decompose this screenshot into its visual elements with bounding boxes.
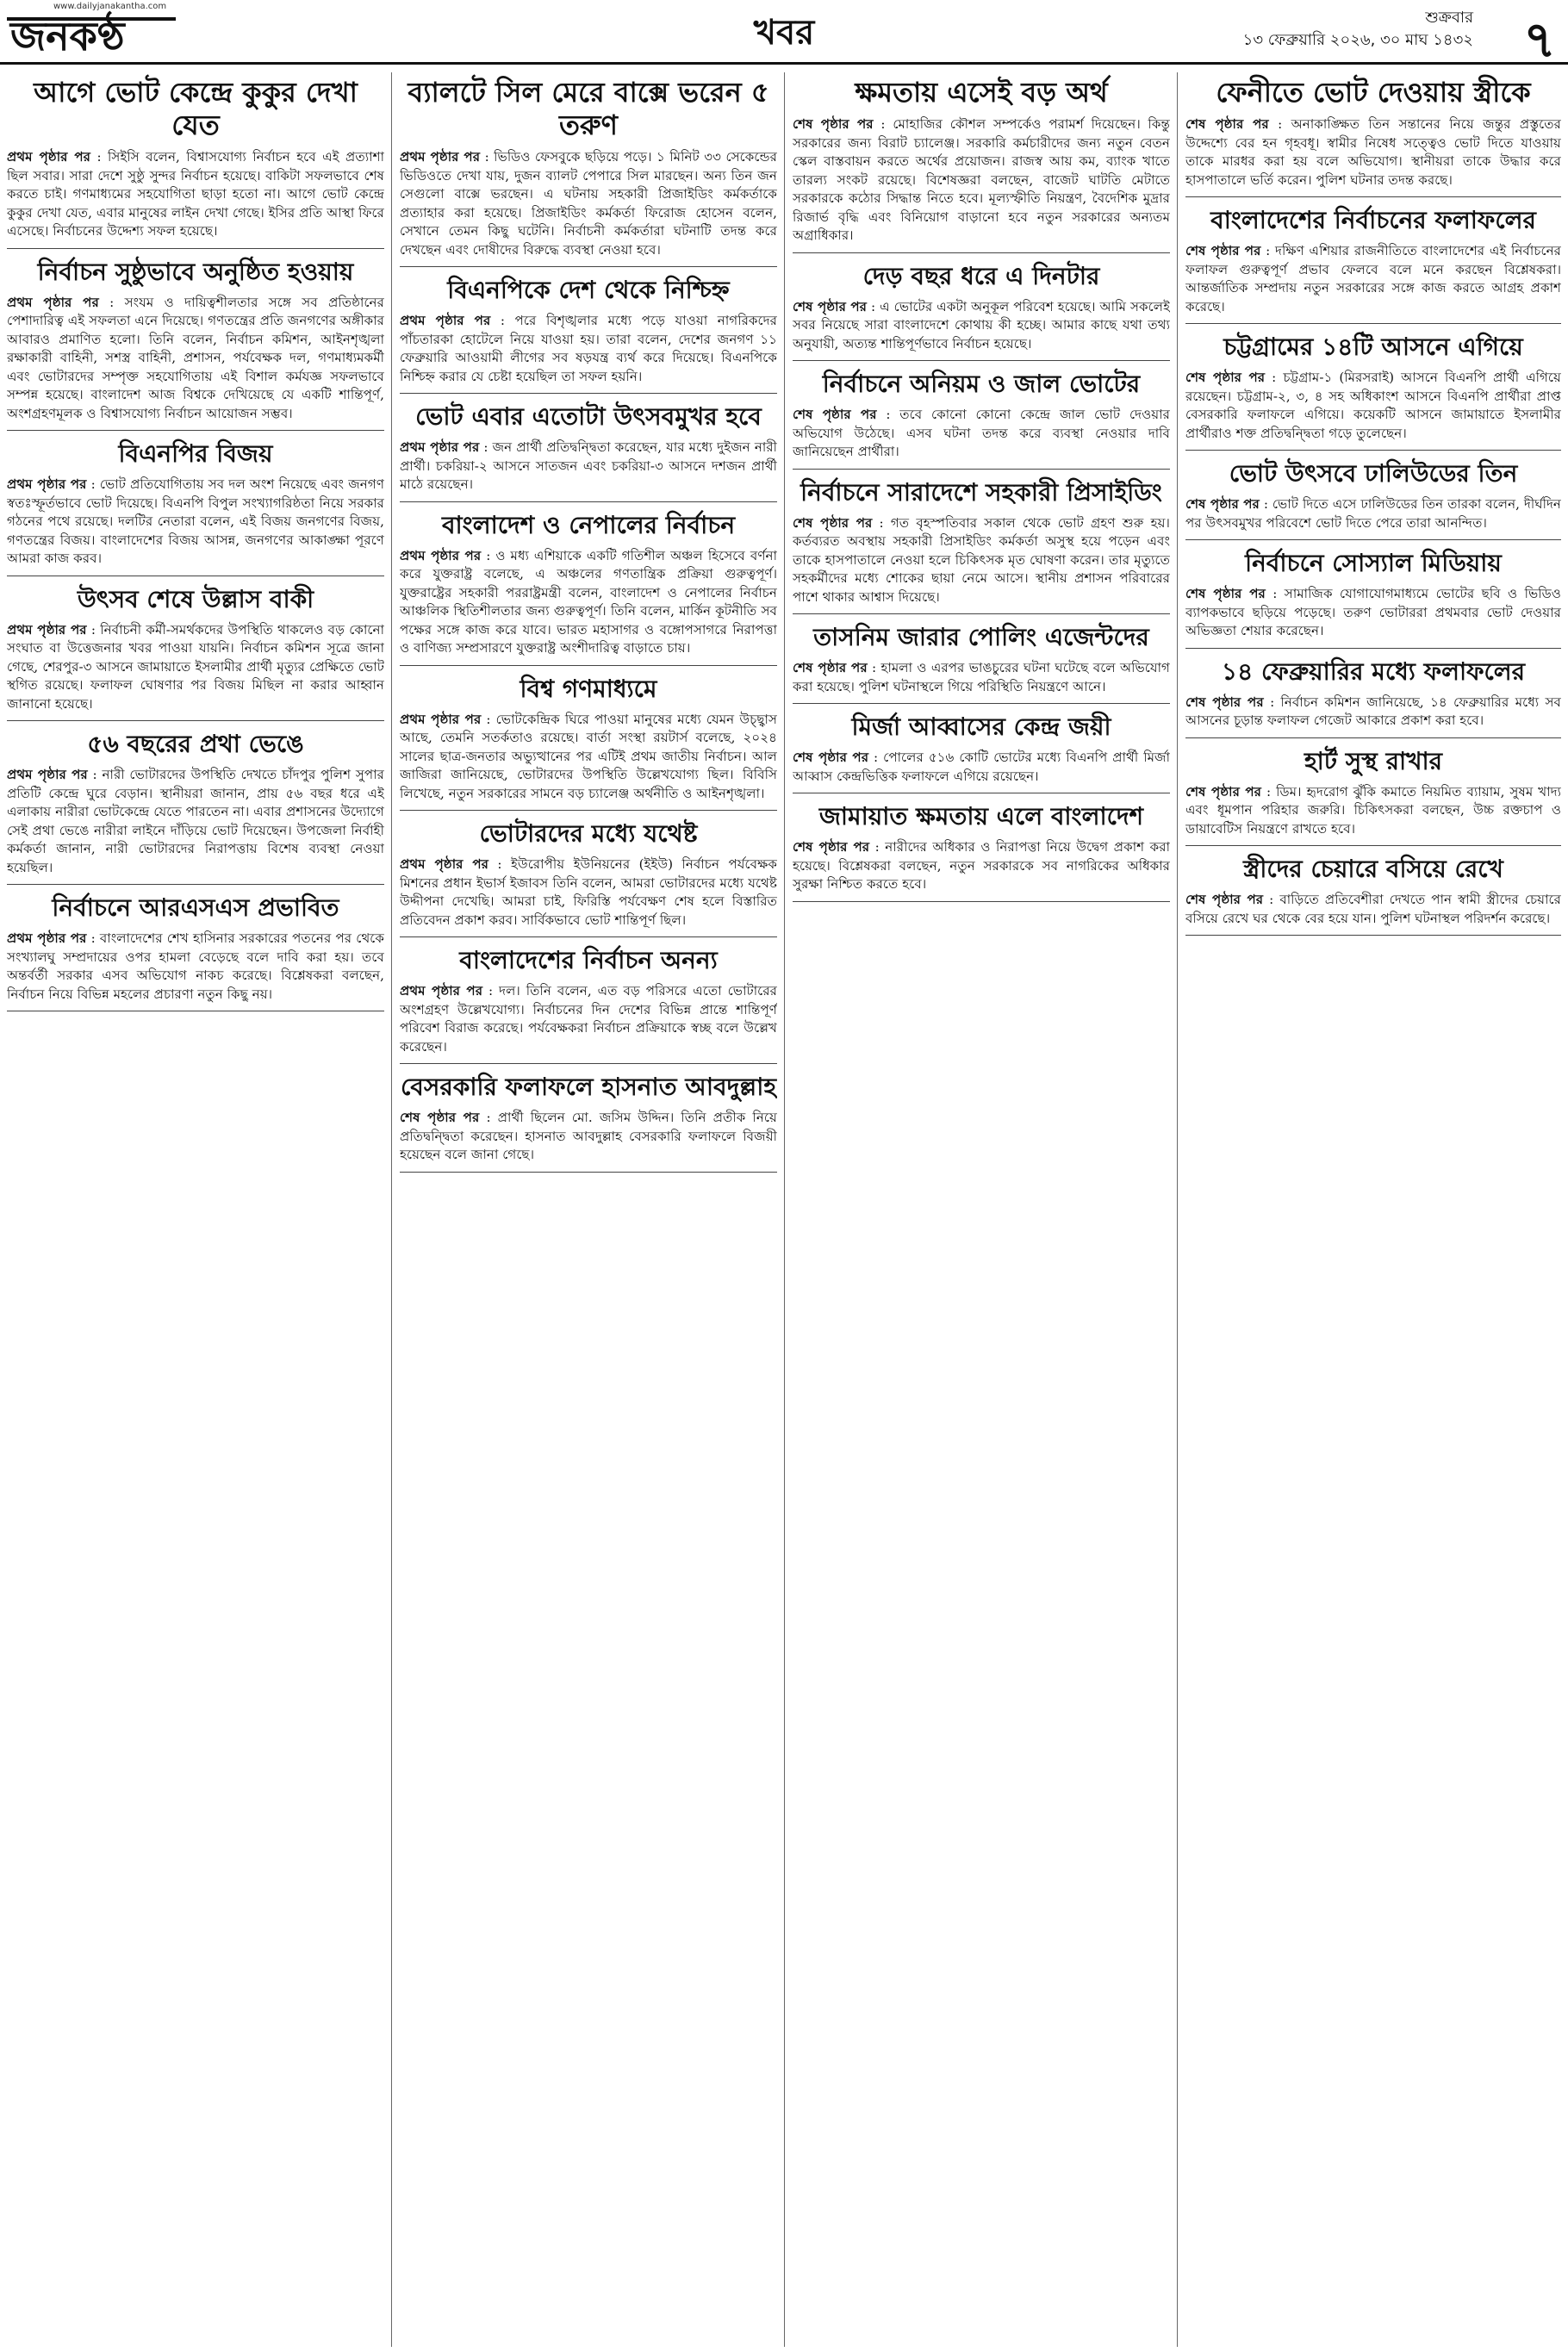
article-divider xyxy=(793,901,1170,902)
article-body xyxy=(793,115,1170,246)
column-rule xyxy=(784,72,785,2347)
article-body xyxy=(7,766,384,877)
article-headline: বিএনপিকে দেশ থেকে নিশ্চিহ্ন xyxy=(447,276,730,304)
article xyxy=(400,675,777,812)
lead-separator: : xyxy=(1268,116,1291,132)
article-headline: বিএনপির বিজয় xyxy=(118,439,273,468)
article-body xyxy=(1185,694,1561,731)
article-text: হামলা ও এরপর ভাঙচুরের ঘটনা ঘটেছে বলে অভিযোগ করা হয়েছে। পুলিশ ঘটনাস্থলে গিয়ে পরিস্থিতি নিয়ন্ত্রণে আনে। xyxy=(793,660,1170,694)
article-text: এ ভোটের একটা অনুকূল পরিবেশ হয়েছে। আমি সকলেই সবর নিয়েছে সারা বাংলাদেশে কোথায় কী হচ্ছে। আমার কাছে যথা তথ্য অনুযায়ী, অত্যন্ত শান্তিপূর্ণভাবে নির্বাচন হয়েছে। xyxy=(793,298,1170,352)
article-headline: আগে ভোট কেন্দ্রে কুকুর দেখা যেত xyxy=(34,76,358,141)
article xyxy=(400,946,777,1064)
article-body xyxy=(793,659,1170,696)
article-headline: নির্বাচনে আরএসএস প্রভাবিত xyxy=(52,893,339,922)
article xyxy=(7,258,384,432)
article-divider xyxy=(793,252,1170,253)
lead-separator: : xyxy=(1259,496,1272,512)
article xyxy=(793,370,1170,470)
continuation-label: শেষ পৃষ্ঠার পর xyxy=(1185,370,1266,385)
article-body xyxy=(1185,242,1561,316)
article-divider xyxy=(1185,935,1561,936)
article-body xyxy=(1185,585,1561,641)
article-text: ও মধ্য এশিয়াকে একটি গতিশীল অঞ্চল হিসেবে বর্ণনা করে যুক্তরাষ্ট্র বলেছে, এ অঞ্চলের গণতান্ত্রিক প্রক্রিয়া গুরুত্বপূর্ণ। যুক্তরাষ্ট্রের সহকারী পররাষ্ট্রমন্ত্রী বলেন, বাংলাদেশ ও নেপালের নির্বাচন আঞ্চলিক স্থিতিশীলতার জন্য গুরুত্বপূর্ণ। তিনি বলেন, মার্কিন কূটনীতি সব পক্ষের সঙ্গে কাজ করে যাবে। ভারত মহাসাগর ও বঙ্গোপসাগরে নিরাপত্তা ও বাণিজ্য সম্প্রসারণে যুক্তরাষ্ট্র অংশীদারিত্ব বাড়াতে চায়। xyxy=(400,547,777,656)
article xyxy=(793,623,1170,704)
article-headline: মির্জা আব্বাসের কেন্দ্র জয়ী xyxy=(851,712,1111,741)
article-headline: ৫৬ বছরের প্রথা ভেঙে xyxy=(87,730,304,758)
continuation-label: শেষ পৃষ্ঠার পর xyxy=(1185,243,1261,258)
article xyxy=(1185,206,1561,324)
svg-text:জনকণ্ঠ: জনকণ্ঠ xyxy=(10,13,125,57)
lead-separator: : xyxy=(480,149,495,165)
article-text: প্রার্থী ছিলেন মো. জসিম উদ্দিন। তিনি প্রতীক নিয়ে প্রতিদ্বন্দ্বিতা করেছেন। হাসনাত আবদুল্লাহ বেসরকারি ফলাফলে বিজয়ী হয়েছেন বলে জানা গেছে। xyxy=(400,1110,777,1162)
article-body xyxy=(1185,783,1561,839)
lead-separator: : xyxy=(479,439,493,455)
page-number: ৭ xyxy=(1523,10,1556,69)
continuation-label: প্রথম পৃষ্ঠার পর xyxy=(7,149,91,165)
continuation-label: শেষ পৃষ্ঠার পর xyxy=(1185,586,1266,601)
article-divider xyxy=(400,665,777,666)
article-body xyxy=(793,749,1170,786)
article-body xyxy=(400,148,777,259)
section-title: খবর xyxy=(753,12,815,53)
article xyxy=(793,262,1170,362)
article-headline: নির্বাচনে সোস্যাল মিডিয়ায় xyxy=(1245,549,1502,577)
column-1 xyxy=(7,72,384,2347)
article-divider xyxy=(1185,845,1561,846)
article-divider xyxy=(793,360,1170,361)
article-headline: বাংলাদেশের নির্বাচন অনন্য xyxy=(459,946,718,974)
article-body xyxy=(400,982,777,1056)
article-divider xyxy=(793,469,1170,470)
day: শুক্রবার xyxy=(1425,9,1473,27)
article-divider xyxy=(1185,323,1561,324)
article-headline: ভোট উৎসবে ঢালিউডের তিন xyxy=(1229,459,1518,488)
continuation-label: প্রথম পৃষ্ঠার পর xyxy=(400,547,482,563)
lead-separator: : xyxy=(1260,243,1276,258)
article xyxy=(400,76,777,267)
article-text: সংযম ও দায়িত্বশীলতার সঙ্গে সব প্রতিষ্ঠানের পেশাদারিত্ব এই সফলতা এনে দিয়েছে। গণতন্ত্রের প্রতি জনগণের অঙ্গীকার আবারও প্রমাণিত হলো। তিনি বলেন, নির্বাচন কমিশন, আইনশৃঙ্খলা রক্ষাকারী বাহিনী, সশস্ত্র বাহিনী, প্রশাসন, পর্যবেক্ষক দল, গণমাধ্যমকর্মী এবং ভোটারদের সম্পৃক্ত সহযোগিতায় এই বিশাল কর্মযজ্ঞ সফলভাবে সম্পন্ন হয়েছে। বাংলাদেশ আজ বিশ্বকে দেখিয়েছে যে একটি শান্তিপূর্ণ, অংশগ্রহণমূলক ও বিশ্বাসযোগ্য নির্বাচন আয়োজন সম্ভব। xyxy=(7,294,384,421)
article xyxy=(793,76,1170,253)
lead-separator: : xyxy=(867,298,880,314)
continuation-label: শেষ পৃষ্ঠার পর xyxy=(793,116,874,132)
article-divider xyxy=(793,703,1170,704)
article-divider xyxy=(7,430,384,431)
column-3 xyxy=(793,72,1170,2347)
article-text: নির্বাচন কমিশন জানিয়েছে, ১৪ ফেব্রুয়ারির মধ্যে সব আসনের চূড়ান্ত ফলাফল গেজেট আকারে প্রকাশ করা হবে। xyxy=(1185,694,1561,728)
article-divider xyxy=(7,248,384,249)
continuation-label: শেষ পৃষ্ঠার পর xyxy=(793,407,877,422)
article-divider xyxy=(400,936,777,937)
article xyxy=(7,76,384,249)
article-headline: দেড় বছর ধরে এ দিনটার xyxy=(862,261,1100,290)
article-body xyxy=(793,298,1170,354)
lead-separator: : xyxy=(479,1110,498,1125)
lead-separator: : xyxy=(867,660,881,675)
article-headline: ভোটারদের মধ্যে যথেষ্ট xyxy=(479,819,698,848)
continuation-label: শেষ পৃষ্ঠার পর xyxy=(400,1110,480,1125)
article xyxy=(793,802,1170,902)
lead-separator: : xyxy=(1261,783,1277,800)
masthead xyxy=(0,0,1568,69)
article-body xyxy=(793,838,1170,894)
article-body xyxy=(400,312,777,386)
article-body xyxy=(400,439,777,495)
continuation-label: শেষ পৃষ্ঠার পর xyxy=(793,298,868,314)
article-headline: হার্ট সুস্থ রাখার xyxy=(1304,746,1443,775)
continuation-label: শেষ পৃষ্ঠার পর xyxy=(793,660,868,675)
article-text: ডিম। হৃদরোগ ঝুঁকি কমাতে নিয়মিত ব্যায়াম, সুষম খাদ্য এবং ধূমপান পরিহার জরুরি। চিকিৎসকরা বলছেন, উচ্চ রক্তচাপ ও ডায়াবেটিস নিয়ন্ত্রণে রাখতে হবে। xyxy=(1185,783,1561,837)
article-body xyxy=(400,856,777,930)
article-headline: চট্টগ্রামের ১৪টি আসনে এগিয়ে xyxy=(1223,333,1523,361)
article-text: পরে বিশৃঙ্খলার মধ্যে পড়ে যাওয়া নাগরিকদের পাঁচতারকা হোটেলে নিয়ে যাওয়া হয়। তারা বলেন, দেশের জনগণ ১১ ফেব্রুয়ারি আওয়ামী লীগের সব ষড়যন্ত্র ব্যর্থ করে দিয়েছে। বিএনপিকে নিশ্চিহ্ন করার যে চেষ্টা হয়েছিল তা সফল হয়নি। xyxy=(400,313,777,384)
article-divider xyxy=(7,884,384,885)
article xyxy=(1185,333,1561,451)
article xyxy=(400,402,777,502)
continuation-label: প্রথম পৃষ্ঠার পর xyxy=(400,313,491,328)
article-headline: ভোট এবার এতোটা উৎসবমুখর হবে xyxy=(415,402,762,431)
article-text: ভিডিও ফেসবুকে ছড়িয়ে পড়ে। ১ মিনিট ৩৩ সেকেন্ডের ভিডিওতে দেখা যায়, দুজন ব্যালট পেপারে সিল মারছেন। অন্য তিন জন সেগুলো বাক্সে ভরছেন। এ ঘটনায় সহকারী প্রিজাইডিং কর্মকর্তাকে প্রত্যাহার করা হয়েছে। প্রিজাইডিং কর্মকর্তা ফিরোজ হোসেন বলেন, সেখানে তেমন কিছু ঘটেনি। নির্বাচনী কর্মকর্তারা ঘটনাটি তদন্ত করে দেখছেন এবং দোষীদের বিরুদ্ধে ব্যবস্থা নেওয়া হবে। xyxy=(400,149,777,258)
article-headline: ১৪ ফেব্রুয়ারির মধ্যে ফলাফলের xyxy=(1221,656,1526,686)
column-rule xyxy=(1177,72,1178,2347)
article xyxy=(793,478,1170,615)
article-divider xyxy=(1185,450,1561,451)
article-headline: নির্বাচনে সারাদেশে সহকারী প্রিসাইডিং xyxy=(800,477,1162,507)
article-divider xyxy=(400,1063,777,1064)
lead-separator: : xyxy=(872,514,891,531)
continuation-label: প্রথম পৃষ্ঠার পর xyxy=(7,294,99,310)
lead-separator: : xyxy=(869,839,886,855)
continuation-label: প্রথম পৃষ্ঠার পর xyxy=(400,856,488,872)
article-headline: উৎসব শেষে উল্লাস বাকী xyxy=(77,584,314,613)
article-headline: নির্বাচনে অনিয়ম ও জাল ভোটের xyxy=(822,370,1141,398)
article xyxy=(400,819,777,937)
article-text: ভোট দিতে এসে ঢালিউডের তিন তারকা বলেন, দীর্ঘদিন পর উৎসবমুখর পরিবেশে ভোট দিতে পেরে তারা আনন্দিত। xyxy=(1185,496,1561,531)
continuation-label: প্রথম পৃষ্ঠার পর xyxy=(400,149,481,165)
lead-separator: : xyxy=(90,149,108,165)
article-body xyxy=(1185,495,1561,532)
lead-separator: : xyxy=(490,313,515,328)
article-text: দল। তিনি বলেন, এত বড় পরিসরে এতো ভোটারের অংশগ্রহণ উল্লেখযোগ্য। নির্বাচনের দিন দেশের বিভিন্ন প্রান্তে শান্তিপূর্ণ পরিবেশ বিরাজ করেছে। পর্যবেক্ষকরা নির্বাচন প্রক্রিয়াকে স্বচ্ছ বলে উল্লেখ করেছেন। xyxy=(400,983,777,1055)
article-headline: নির্বাচন সুষ্ঠুভাবে অনুষ্ঠিত হওয়ায় xyxy=(37,257,354,286)
article-divider xyxy=(1185,196,1561,197)
article-divider xyxy=(1185,648,1561,649)
article-divider xyxy=(1185,737,1561,738)
article-headline: তাসনিম জারার পোলিং এজেন্টদের xyxy=(813,623,1149,651)
continuation-label: প্রথম পৃষ্ঠার পর xyxy=(400,711,482,727)
article-text: অনাকাঙ্ক্ষিত তিন সন্তানের নিয়ে জন্তুর প্রস্তুতের উদ্দেশ্যে বের হন গৃহবধূ। স্বামীর নিষেধ সত্ত্বেও ভোট দিতে যাওয়ায় তাকে মারধর করা হয় বলে অভিযোগ। স্থানীয়রা তাকে উদ্ধার করে হাসপাতালে ভর্তি করেন। পুলিশ ঘটনার তদন্ত করছে। xyxy=(1185,116,1561,188)
lead-separator: : xyxy=(86,476,100,492)
article-body xyxy=(1185,891,1561,928)
continuation-label: প্রথম পৃষ্ঠার পর xyxy=(400,983,483,999)
lead-separator: : xyxy=(86,930,100,946)
article-text: নির্বাচনী কর্মী-সমর্থকদের উপস্থিতি থাকলেও বড় কোনো সংঘাত বা উত্তেজনার খবর পাওয়া যায়নি। নির্বাচন কমিশন সূত্রে জানা গেছে, শেরপুর-৩ আসনে জামায়াতে ইসলামীর প্রার্থী মৃত্যুর প্রেক্ষিতে ভোট স্থগিত রয়েছে। ফলাফল ঘোষণার পর বিজয় মিছিল না করার আহ্বান জানানো হয়েছে। xyxy=(7,621,384,712)
article-text: পোলের ৫১৬ কোটি ভোটের মধ্যে বিএনপি প্রার্থী মির্জা আব্বাস কেন্দ্রভিত্তিক ফলাফলে এগিয়ে রয়েছেন। xyxy=(793,750,1170,784)
article xyxy=(400,1073,777,1173)
lead-separator: : xyxy=(87,767,103,782)
dateline xyxy=(1243,7,1473,52)
article-text: সামাজিক যোগাযোগমাধ্যমে ভোটের ছবি ও ভিডিও ব্যাপকভাবে ছড়িয়ে পড়েছে। তরুণ ভোটাররা প্রথমবার ভোট দেওয়ার অভিজ্ঞতা শেয়ার করেছেন। xyxy=(1185,586,1561,638)
article-body xyxy=(7,148,384,241)
article-headline: বেসরকারি ফলাফলে হাসনাত আবদুল্লাহ xyxy=(400,1073,777,1101)
article-divider xyxy=(400,810,777,811)
article-divider xyxy=(1185,539,1561,540)
article-text: জন প্রার্থী প্রতিদ্বন্দ্বিতা করেছেন, যার মধ্যে দুইজন নারী প্রার্থী। চকরিয়া-২ আসনে সাতজন এবং চকরিয়া-৩ আসনে দশজন প্রার্থী মাঠে রয়েছেন। xyxy=(400,439,777,492)
article xyxy=(1185,855,1561,936)
article-divider xyxy=(793,613,1170,614)
article-text: মোহাজির কৌশল সম্পর্কেও পরামর্শ দিয়েছেন। কিন্তু সরকারের জন্য বিরাট চ্যালেঞ্জ। সরকারি কর্মচারীদের জন্য নতুন বেতন স্কেল বাস্তবায়ন করতে অর্থের প্রয়োজন। রাজস্ব আয় কম, ব্যাংক খাতে তারল্য সংকট রয়েছে। বিশেষজ্ঞরা বলছেন, বাজেট ঘাটতি মেটাতে সরকারকে কঠোর সিদ্ধান্ত নিতে হবে। মূল্যস্ফীতি নিয়ন্ত্রণ, বৈদেশিক মুদ্রার রিজার্ভ বৃদ্ধি এবং বিনিয়োগ বাড়ানো হবে নতুন সরকারের অন্যতম অগ্রাধিকার। xyxy=(793,116,1170,243)
article-text: দক্ষিণ এশিয়ার রাজনীতিতে বাংলাদেশের এই নির্বাচনের ফলাফল গুরুত্বপূর্ণ প্রভাব ফেলবে বলে মনে করছেন বিশ্লেষকরা। আন্তর্জাতিক সম্প্রদায় নতুন সরকারের সঙ্গে কাজ করতে আগ্রহ প্রকাশ করেছে। xyxy=(1185,243,1561,314)
article xyxy=(1185,657,1561,738)
article-text: বাড়িতে প্রতিবেশীরা দেখতে পান স্বামী স্ত্রীদের চেয়ারে বসিয়ে রেখে ঘর থেকে বের হয়ে যান। পুলিশ ঘটনাস্থল পরিদর্শন করেছে। xyxy=(1185,892,1561,926)
article-divider xyxy=(400,266,777,267)
article-text: নারীদের অধিকার ও নিরাপত্তা নিয়ে উদ্বেগ প্রকাশ করা হয়েছে। বিশ্লেষকরা বলছেন, নতুন সরকারকে সব নাগরিকের অধিকার সুরক্ষা নিশ্চিত করতে হবে। xyxy=(793,839,1170,892)
article-body xyxy=(793,514,1170,607)
continuation-label: শেষ পৃষ্ঠার পর xyxy=(1185,496,1260,512)
article xyxy=(400,511,777,666)
article-divider xyxy=(7,720,384,721)
article xyxy=(7,585,384,722)
article-headline: ক্ষমতায় এসেই বড় অর্থ xyxy=(855,76,1108,109)
continuation-label: প্রথম পৃষ্ঠার পর xyxy=(7,767,88,782)
continuation-label: প্রথম পৃষ্ঠার পর xyxy=(400,439,480,455)
article-headline: ফেনীতে ভোট দেওয়ায় স্ত্রীকে xyxy=(1216,76,1531,109)
date: ১৩ ফেব্রুয়ারি ২০২৬, ৩০ মাঘ ১৪৩২ xyxy=(1242,31,1473,49)
lead-separator: : xyxy=(873,116,893,132)
article-headline: বাংলাদেশ ও নেপালের নির্বাচন xyxy=(441,510,736,539)
article-divider xyxy=(400,393,777,394)
article xyxy=(1185,549,1561,649)
lead-separator: : xyxy=(488,856,511,872)
article-body xyxy=(400,711,777,804)
lead-separator: : xyxy=(481,711,496,727)
website-url: www.dailyjanakantha.com xyxy=(53,2,167,11)
article xyxy=(1185,747,1561,847)
article-divider xyxy=(400,501,777,502)
column-4 xyxy=(1185,72,1561,2347)
continuation-label: শেষ পৃষ্ঠার পর xyxy=(1185,892,1264,907)
lead-separator: : xyxy=(86,621,101,638)
article-body xyxy=(7,294,384,424)
article-text: বাংলাদেশের শেখ হাসিনার সরকারের পতনের পর থেকে সংখ্যালঘু সম্প্রদায়ের ওপর হামলা বেড়েছে বলে দাবি করা হয়। তবে অন্তর্বর্তী সরকার এসব অভিযোগ নাকচ করেছে। বিশ্লেষকরা বলছেন, নির্বাচন নিয়ে বিভিন্ন মহলের প্রচারণা নতুন কিছু নয়। xyxy=(7,930,384,1002)
lead-separator: : xyxy=(1265,586,1285,601)
article xyxy=(7,730,384,885)
column-2 xyxy=(400,72,777,2347)
lead-separator: : xyxy=(481,547,496,563)
article-text: গত বৃহস্পতিবার সকাল থেকে ভোট গ্রহণ শুরু হয়। কর্তব্যরত অবস্থায় সহকারী প্রিসাইডিং কর্মকর্তা অসুস্থ হয়ে পড়েন এবং তাকে হাসপাতালে নেওয়া হলে চিকিৎসক মৃত ঘোষণা করেন। তার মৃত্যুতে সহকর্মীদের মধ্যে শোকের ছায়া নেমে আসে। স্থানীয় প্রশাসন পরিবারের পাশে থাকার আশ্বাস দিয়েছে। xyxy=(793,514,1170,605)
article xyxy=(7,439,384,576)
article-text: ইউরোপীয় ইউনিয়নের (ইইউ) নির্বাচন পর্যবেক্ষক মিশনের প্রধান ইভার্স ইজাবস তিনি বলেন, আমরা ভোটারদের মধ্যে যথেষ্ট উদ্দীপনা দেখেছি। আমরা চাই, ফিরিস্তি পর্যবেক্ষণ শেষ হলে বিস্তারিত প্রতিবেদন প্রকাশ করব। সার্বিকভাবে ভোট শান্তিপূর্ণ ছিল। xyxy=(400,856,777,928)
article-body xyxy=(1185,369,1561,443)
article-text: নারী ভোটারদের উপস্থিতি দেখতে চাঁদপুর পুলিশ সুপার প্রতিটি কেন্দ্রে ঘুরে বেড়ান। স্থানীয়রা জানান, প্রায় ৫৬ বছর ধরে এই এলাকায় নারীরা ভোটকেন্দ্রে যেতে পারতেন না। এবার প্রশাসনের উদ্যোগে সেই প্রথা ভেঙে নারীরা লাইনে দাঁড়িয়ে ভোট দিয়েছেন। উপজেলা নির্বাহী কর্মকর্তা জানান, নারী ভোটারদের নিরাপত্তায় বিশেষ ব্যবস্থা নেওয়া হয়েছিল। xyxy=(7,767,384,875)
lead-separator: : xyxy=(868,750,884,765)
lead-separator: : xyxy=(98,294,125,310)
article-body xyxy=(7,930,384,1004)
article xyxy=(793,712,1170,793)
article xyxy=(400,276,777,394)
article-text: ভোট প্রতিযোগিতায় সব দল অংশ নিয়েছে এবং জনগণ স্বতঃস্ফূর্তভাবে ভোট দিয়েছে। বিএনপি বিপুল সংখ্যাগরিষ্ঠতা নিয়ে সরকার গঠনের পথে রয়েছে। দলটির নেতারা বলেন, এই বিজয় জনগণের বিজয়, গণতন্ত্রের বিজয়। বাংলাদেশের বিজয় আসন্ন, জনগণের আকাঙ্ক্ষা পূরণে আমরা কাজ করব। xyxy=(7,476,384,566)
lead-separator: : xyxy=(482,983,500,999)
article-body xyxy=(793,406,1170,462)
continuation-label: শেষ পৃষ্ঠার পর xyxy=(793,750,869,765)
lead-separator: : xyxy=(1263,694,1281,710)
article-headline: জামায়াত ক্ষমতায় এলে বাংলাদেশ xyxy=(818,802,1144,831)
article-text: সিইসি বলেন, বিশ্বাসযোগ্য নির্বাচন হবে এই প্রত্যাশা ছিল সবার। সারা দেশে সুষ্ঠু সুন্দর নির্বাচন হয়েছে। বাকিটা সফলভাবে শেষ করতে চাই। গণমাধ্যমের সহযোগিতা ছাড়া হতো না। আগে ভোট কেন্দ্রে কুকুর দেখা যেত, এবার মানুষের লাইন দেখা গেছে। ইসির প্রতি আস্থা ফিরে এসেছে। নির্বাচনের উদ্দেশ্য সফল হয়েছে। xyxy=(7,149,384,239)
article-headline: ব্যালটে সিল মেরে বাক্সে ভরেন ৫ তরুণ xyxy=(408,76,769,141)
article-body xyxy=(7,476,384,569)
article-divider xyxy=(400,1172,777,1173)
continuation-label: প্রথম পৃষ্ঠার পর xyxy=(7,621,87,638)
article-headline: বিশ্ব গণমাধ্যমে xyxy=(520,674,657,703)
article xyxy=(1185,76,1561,197)
article-body xyxy=(400,1109,777,1165)
article-body xyxy=(1185,115,1561,190)
continuation-label: শেষ পৃষ্ঠার পর xyxy=(1185,783,1262,800)
lead-separator: : xyxy=(1263,892,1280,907)
column-rule xyxy=(391,72,392,2347)
article xyxy=(7,893,384,1011)
lead-separator: : xyxy=(876,407,900,422)
article-body xyxy=(7,621,384,714)
article-text: ভোটকেন্দ্রিক ঘিরে পাওয়া মানুষের মধ্যে যেমন উচ্ছ্বাস আছে, তেমনি সতর্কতাও রয়েছে। বার্তা সংস্থা রয়টার্স বলেছে, ২০২৪ সালের ছাত্র-জনতার অভ্যুত্থানের পর এটিই প্রথম জাতীয় নির্বাচন। আল জাজিরা জানিয়েছে, ভোটারদের উপস্থিতি উল্লেখযোগ্য ছিল। বিবিসি লিখেছে, নতুন সরকারের সামনে বড় চ্যালেঞ্জ অর্থনীতি ও আইনশৃঙ্খলা। xyxy=(400,711,777,801)
article-headline: স্ত্রীদের চেয়ারে বসিয়ে রেখে xyxy=(1243,855,1503,883)
continuation-label: শেষ পৃষ্ঠার পর xyxy=(1185,694,1264,710)
continuation-label: প্রথম পৃষ্ঠার পর xyxy=(7,930,87,946)
continuation-label: প্রথম পৃষ্ঠার পর xyxy=(7,476,87,492)
continuation-label: শেষ পৃষ্ঠার পর xyxy=(793,514,873,531)
article xyxy=(1185,459,1561,540)
article-headline: বাংলাদেশের নির্বাচনের ফলাফলের xyxy=(1210,206,1536,234)
continuation-label: শেষ পৃষ্ঠার পর xyxy=(793,839,870,855)
continuation-label: শেষ পৃষ্ঠার পর xyxy=(1185,116,1269,132)
article-body xyxy=(400,547,777,658)
lead-separator: : xyxy=(1265,370,1284,385)
article-text: চট্টগ্রাম-১ (মিরসরাই) আসনে বিএনপি প্রার্থী এগিয়ে রয়েছেন। চট্টগ্রাম-২, ৩, ৪ সহ অধিকাংশ আসনে বিএনপি প্রার্থীরা প্রাপ্ত বেসরকারি ফলাফলে এগিয়ে। কয়েকটি আসনে জামায়াতে ইসলামীর প্রার্থীরাও শক্ত প্রতিদ্বন্দ্বিতা গড়ে তুলেছেন। xyxy=(1185,370,1561,441)
article-text: তবে কোনো কোনো কেন্দ্রে জাল ভোট দেওয়ার অভিযোগ উঠেছে। এসব ঘটনা তদন্ত করে ব্যবস্থা নেওয়ার দাবি জানিয়েছেন প্রার্থীরা। xyxy=(793,407,1170,459)
